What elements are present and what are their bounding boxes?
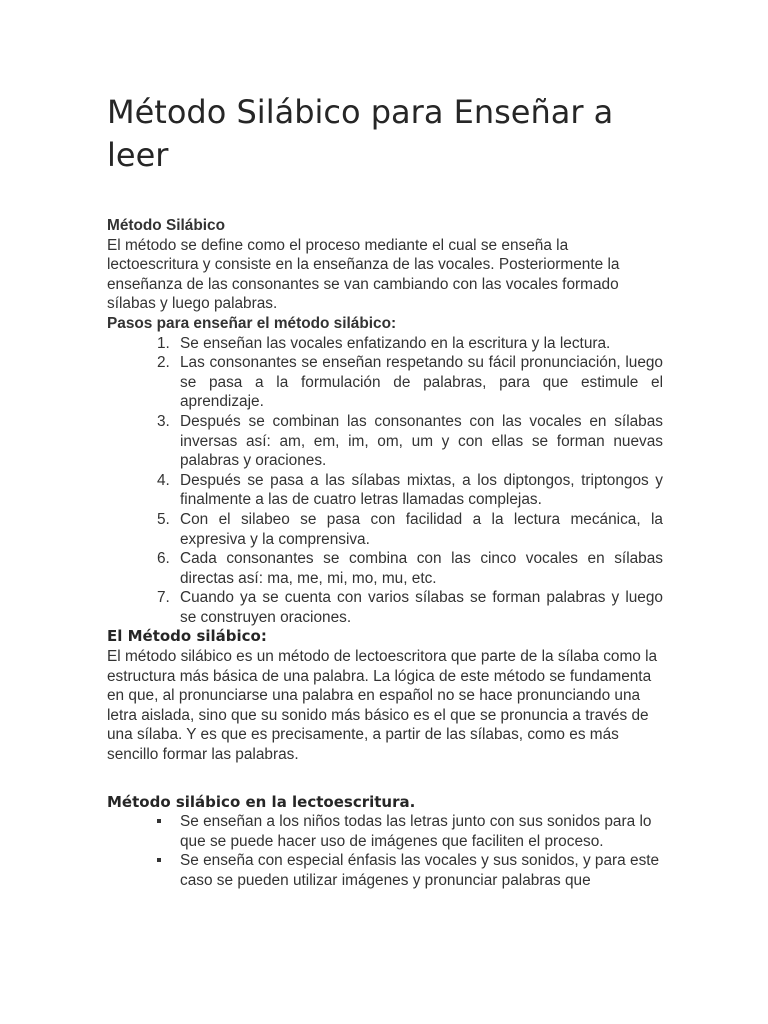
list-item xyxy=(107,812,663,851)
list-item xyxy=(107,471,663,510)
list-item-number: 3. xyxy=(157,412,170,430)
method-paragraph: El método silábico es un método de lectoescritora que parte de la sílaba como la estructura más básica de una palabra. La lógica de este método se fundamenta en que, al pronunciarse una palabra en español no se hace pronunciando una letra aislada, sino que su sonido más básico es el que se pronuncia a través de una sílaba. Y es que es precisamente, a partir de las sílabas, como es más sencillo formar las palabras. xyxy=(107,648,658,764)
list-item xyxy=(107,334,663,354)
list-item xyxy=(107,412,663,471)
list-item xyxy=(107,510,663,549)
list-item-number: 5. xyxy=(157,510,170,528)
list-item xyxy=(107,353,663,412)
list-item-text: Se enseñan las vocales enfatizando en la escritura y la lectura. xyxy=(180,334,611,352)
list-item xyxy=(107,588,663,627)
list-item xyxy=(107,851,663,890)
list-item-text: Después se pasa a las sílabas mixtas, a los diptongos, triptongos y finalmente a las de cuatro letras llamadas complejas. xyxy=(180,471,663,509)
bullet-icon xyxy=(157,819,161,823)
list-item-text: Se enseña con especial énfasis las vocales y sus sonidos, y para este caso se pueden utilizar imágenes y pronunciar palabras que xyxy=(180,852,660,889)
bullet-icon xyxy=(157,858,161,862)
list-item-text: Las consonantes se enseñan respetando su fácil pronunciación, luego se pasa a la formulación de palabras, para que estimule el aprendizaje. xyxy=(180,354,663,411)
list-item-text: Después se combinan las consonantes con las vocales en sílabas inversas así: am, em, im, om, um y con ellas se forman nuevas palabras y oraciones. xyxy=(180,412,663,470)
steps-list xyxy=(107,334,663,628)
list-item-text: Se enseñan a los niños todas las letras junto con sus sonidos para lo que se puede hacer uso de imágenes que faciliten el proceso. xyxy=(180,813,652,850)
list-item-number: 4. xyxy=(157,471,170,489)
list-item-text: Con el silabeo se pasa con facilidad a la lectura mecánica, la expresiva y la comprensiva. xyxy=(180,510,663,548)
list-item-text: Cada consonantes se combina con las cinco vocales en sílabas directas así: ma, me, mi, mo, mu, etc. xyxy=(180,550,663,587)
bullet-list xyxy=(107,812,663,890)
list-item-number: 2. xyxy=(157,354,170,372)
list-item-number: 6. xyxy=(157,550,170,568)
list-item-text: Cuando ya se cuenta con varios sílabas se forman palabras y luego se construyen oraciones. xyxy=(180,589,663,626)
document-title: Método Silábico para Enseñar a leer xyxy=(107,93,614,174)
steps-heading: Pasos para enseñar el método silábico: xyxy=(107,314,397,332)
list-item-number: 1. xyxy=(157,334,170,352)
section-heading-el-metodo: El Método silábico: xyxy=(107,627,267,646)
section-heading-metodo-silabico: Método Silábico xyxy=(107,217,225,234)
intro-paragraph: El método se define como el proceso mediante el cual se enseña la lectoescritura y consiste en la enseñanza de las vocales. Posteriormente la enseñanza de las consonantes se van cambiando con las vocales formado sílabas y luego palabras. xyxy=(107,236,620,313)
list-item xyxy=(107,549,663,588)
list-item-number: 7. xyxy=(157,589,170,607)
spacer xyxy=(107,765,663,793)
section-heading-lectoescritura: Método silábico en la lectoescritura. xyxy=(107,792,416,811)
document-body xyxy=(107,216,663,891)
